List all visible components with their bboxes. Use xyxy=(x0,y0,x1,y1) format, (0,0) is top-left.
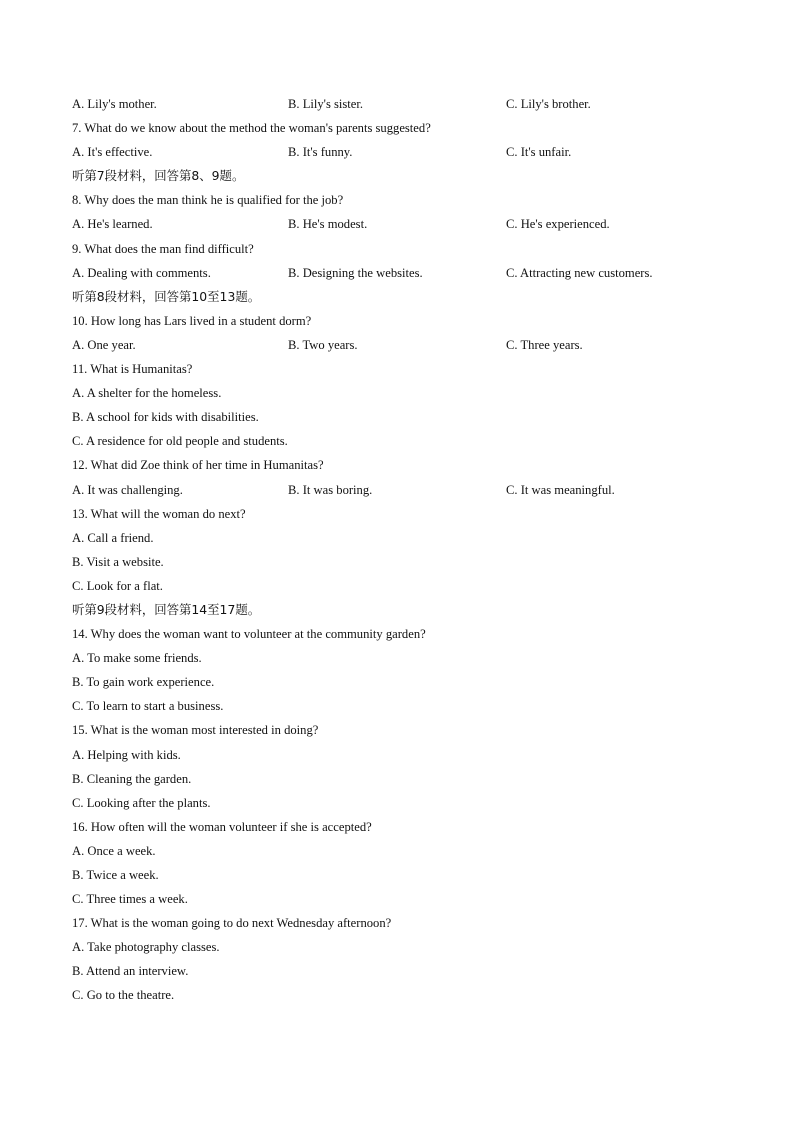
option-b: B. Two years. xyxy=(288,337,358,352)
answer-options-row xyxy=(72,140,732,164)
question-text: 13. What will the woman do next? xyxy=(72,506,246,521)
exam-page xyxy=(72,92,732,1008)
answer-option: C. A residence for old people and students. xyxy=(72,434,288,449)
answer-option: C. Look for a flat. xyxy=(72,578,163,593)
option-b: B. Lily's sister. xyxy=(288,97,364,111)
section-instruction: 听第7段材料，回答第8、9题。 xyxy=(72,168,245,184)
option-c: C. It was meaningful. xyxy=(506,482,615,497)
question-text: 12. What did Zoe think of her time in Humanitas? xyxy=(72,458,324,473)
answer-options-row xyxy=(72,333,732,357)
answer-option: C. Three times a week. xyxy=(72,892,188,907)
question-text: 9. What does the man find difficult? xyxy=(72,241,254,256)
option-b: B. He's modest. xyxy=(288,217,368,232)
answer-option: C. Go to the theatre. xyxy=(72,988,175,1003)
option-c: C. It's unfair. xyxy=(506,145,572,160)
answer-option: B. A school for kids with disabilities. xyxy=(72,410,259,425)
question-text: 10. How long has Lars lived in a student dorm? xyxy=(72,313,312,328)
option-a: A. One year. xyxy=(72,337,136,352)
answer-option: A. To make some friends. xyxy=(72,651,202,666)
answer-option: C. Looking after the plants. xyxy=(72,795,211,810)
section-instruction: 听第8段材料，回答第10至13题。 xyxy=(72,288,261,304)
option-c: C. Lily's brother. xyxy=(506,97,591,111)
option-c: C. Attracting new customers. xyxy=(506,265,653,280)
answer-option: A. Helping with kids. xyxy=(72,747,181,762)
option-a: A. It was challenging. xyxy=(72,482,183,497)
answer-options-row xyxy=(72,212,732,236)
option-a: A. He's learned. xyxy=(72,217,153,232)
option-a: A. It's effective. xyxy=(72,145,153,160)
answer-option: A. Take photography classes. xyxy=(72,940,220,955)
question-text: 8. Why does the man think he is qualified for the job? xyxy=(72,193,344,208)
question-text: 15. What is the woman most interested in doing? xyxy=(72,723,319,738)
answer-option: B. Twice a week. xyxy=(72,868,159,882)
option-b: B. Designing the websites. xyxy=(288,265,423,280)
answer-option: C. To learn to start a business. xyxy=(72,699,224,714)
answer-option: B. Visit a website. xyxy=(72,554,164,569)
answer-options-row xyxy=(72,261,732,285)
answer-option: B. To gain work experience. xyxy=(72,675,215,690)
answer-option: B. Attend an interview. xyxy=(72,964,189,979)
option-c: C. Three years. xyxy=(506,337,583,352)
question-text: 16. How often will the woman volunteer if she is accepted? xyxy=(72,819,372,834)
option-c: C. He's experienced. xyxy=(506,217,610,232)
option-a: A. Lily's mother. xyxy=(72,97,157,111)
answer-option: A. Call a friend. xyxy=(72,530,154,545)
option-b: B. It's funny. xyxy=(288,145,353,160)
answer-option: A. Once a week. xyxy=(72,843,156,858)
section-instruction: 听第9段材料，回答第14至17题。 xyxy=(72,601,261,617)
question-text: 17. What is the woman going to do next Wednesday afternoon? xyxy=(72,916,392,931)
answer-option: A. A shelter for the homeless. xyxy=(72,386,222,401)
answer-option: B. Cleaning the garden. xyxy=(72,771,192,786)
option-b: B. It was boring. xyxy=(288,482,373,497)
question-text: 11. What is Humanitas? xyxy=(72,362,193,377)
question-text: 7. What do we know about the method the woman's parents suggested? xyxy=(72,121,431,136)
answer-options-row xyxy=(72,92,732,116)
question-text: 14. Why does the woman want to volunteer at the community garden? xyxy=(72,627,426,642)
option-a: A. Dealing with comments. xyxy=(72,265,211,280)
answer-options-row xyxy=(72,478,732,502)
